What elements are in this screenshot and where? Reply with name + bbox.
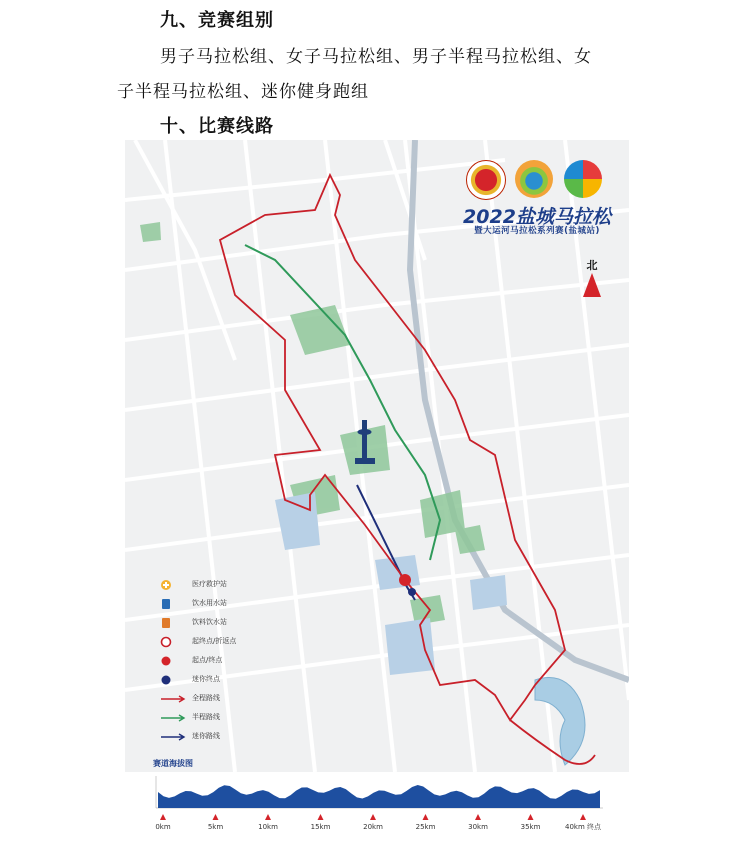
km-label: 20km <box>363 823 383 831</box>
medical-cross-icon <box>160 579 186 591</box>
elevation-profile-title: 赛道海拔图 <box>153 759 193 768</box>
legend-item: 起点/终点 <box>160 653 280 669</box>
legend-item: 半程路线 <box>160 710 280 726</box>
water-cup-icon <box>160 598 186 610</box>
red-dot-icon <box>160 655 186 667</box>
km-marker <box>370 814 376 820</box>
event-subtitle: 暨大运河马拉松系列赛(盐城站) <box>474 226 600 236</box>
km-marker <box>528 814 534 820</box>
legend-item: 迷你路线 <box>160 729 280 745</box>
navy-route-line-icon <box>160 731 186 743</box>
competition-groups-line-1: 男子马拉松组、女子马拉松组、男子半程马拉松组、女 <box>160 47 592 67</box>
km-marker <box>475 814 481 820</box>
legend-item: 饮料饮水站 <box>160 615 280 631</box>
event-title: 2022盐城马拉松 <box>463 206 611 228</box>
km-marker <box>580 814 586 820</box>
colorful-emblem-logo <box>564 160 602 198</box>
north-arrow-icon <box>583 273 601 297</box>
navy-dot-icon <box>160 674 186 686</box>
km-axis <box>155 814 602 831</box>
bird-emblem-logo <box>515 160 553 198</box>
km-label: 40km 终点 <box>564 823 602 831</box>
green-route-line-icon <box>160 712 186 724</box>
elevation-area <box>158 785 600 808</box>
km-marker <box>318 814 324 820</box>
water-areas <box>275 492 507 675</box>
km-marker <box>265 814 271 820</box>
ring-marker-icon <box>160 636 186 648</box>
elevation-profile <box>128 770 608 832</box>
start-finish-marker <box>399 574 411 586</box>
km-label: 25km <box>415 823 436 831</box>
km-marker <box>423 814 429 820</box>
red-route-line-icon <box>160 693 186 705</box>
event-brand-block <box>462 160 612 240</box>
km-marker <box>213 814 219 820</box>
km-label: 15km <box>310 823 331 831</box>
km-label: 35km <box>520 823 541 831</box>
legend-item: 全程路线 <box>160 691 280 707</box>
city-emblem-logo <box>466 160 506 200</box>
lake <box>535 678 585 766</box>
legend-item: 医疗救护站 <box>160 577 280 593</box>
km-label: 0km <box>155 823 171 831</box>
legend-item: 饮水用水站 <box>160 596 280 612</box>
km-marker <box>160 814 166 820</box>
km-label: 30km <box>468 823 488 831</box>
mini-finish-marker <box>408 588 416 596</box>
legend-item: 起终点/折返点 <box>160 634 280 650</box>
competition-groups-line-2: 子半程马拉松组、迷你健身跑组 <box>117 82 369 102</box>
km-label: 5km <box>207 823 224 831</box>
legend-item: 迷你终点 <box>160 672 280 688</box>
section-9-heading: 九、竞赛组别 <box>160 10 274 31</box>
north-label: 北 <box>586 259 598 272</box>
drink-cup-icon <box>160 617 186 629</box>
section-10-heading: 十、比赛线路 <box>160 116 274 137</box>
km-label: 10km <box>258 823 278 831</box>
